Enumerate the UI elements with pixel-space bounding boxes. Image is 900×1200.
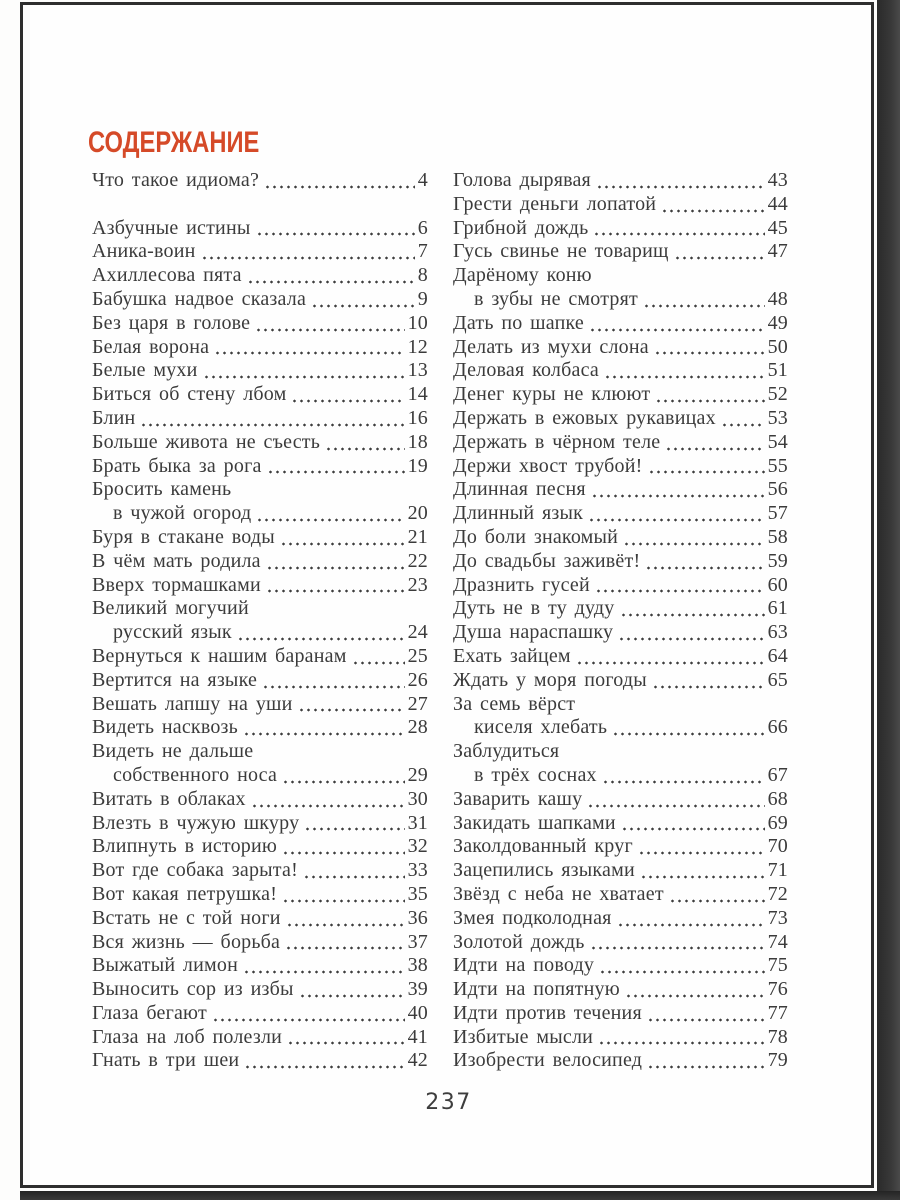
dot-leader	[287, 1026, 405, 1050]
toc-entry	[453, 669, 788, 693]
toc-entry-page-number: 47	[767, 240, 788, 263]
toc-entry-title: Без царя в голове	[92, 311, 251, 334]
toc-entry-title: Идти на попятную	[453, 978, 620, 1001]
toc-entry-title: Длинная песня	[453, 478, 586, 501]
toc-entry-page-number: 6	[417, 216, 428, 239]
toc-entry-page-number: 21	[407, 525, 428, 548]
toc-entry	[453, 883, 788, 907]
toc-entry-page-number: 9	[417, 287, 428, 310]
dot-leader	[623, 526, 765, 550]
dot-leader	[602, 764, 765, 788]
dot-leader	[661, 193, 764, 217]
toc-entry	[92, 478, 428, 502]
dot-leader	[311, 288, 415, 312]
toc-entry-page-number: 79	[767, 1049, 788, 1072]
toc-entry-title: Дать по шапке	[453, 311, 584, 334]
toc-entry-page-number: 32	[407, 835, 428, 858]
book-edge-shadow-right	[877, 0, 900, 1200]
toc-entry-title: Звёзд с неба не хватает	[453, 882, 664, 905]
dot-leader	[214, 336, 404, 360]
toc-entry-title: Закидать шапками	[453, 811, 616, 834]
toc-entry-page-number: 8	[417, 264, 428, 287]
toc-entry-page-number: 16	[407, 406, 428, 429]
toc-entry	[92, 859, 428, 883]
dot-leader	[352, 645, 405, 669]
dot-leader	[203, 359, 405, 383]
toc-entry	[92, 407, 428, 431]
toc-column-right	[453, 169, 788, 1073]
toc-entry-title: Зацепились языками	[453, 859, 635, 882]
toc-entry	[453, 907, 788, 931]
dot-leader	[595, 574, 765, 598]
toc-entry-page-number: 51	[767, 359, 788, 382]
toc-entry	[453, 1026, 788, 1050]
toc-entry	[92, 455, 428, 479]
toc-entry	[92, 740, 428, 764]
dot-leader	[237, 621, 405, 645]
toc-entry-page-number: 53	[767, 406, 788, 429]
toc-entry-title: Брать быка за рога	[92, 454, 262, 477]
dot-leader	[612, 716, 764, 740]
toc-entry-page-number: 44	[767, 192, 788, 215]
dot-leader	[256, 217, 415, 241]
toc-entry	[453, 240, 788, 264]
toc-entry-page-number: 55	[767, 454, 788, 477]
toc-entry-page-number: 77	[767, 1001, 788, 1024]
toc-entry-title: Больше живота не съесть	[92, 430, 321, 453]
toc-entry-title: Денег куры не клюют	[453, 383, 651, 406]
dot-leader	[625, 978, 765, 1002]
toc-entry	[92, 169, 428, 193]
toc-entry-title: Бабушка надвое сказала	[92, 287, 307, 310]
toc-entry-page-number: 48	[767, 287, 788, 310]
toc-entry-page-number: 33	[407, 859, 428, 882]
toc-entry	[453, 716, 788, 740]
toc-entry-page-number: 60	[767, 573, 788, 596]
dot-leader	[599, 954, 765, 978]
toc-entry-page-number: 70	[767, 835, 788, 858]
toc-entry-page-number: 25	[407, 644, 428, 667]
toc-entry-title: в зубы не смотрят	[474, 287, 638, 310]
toc-entry-title: Заварить кашу	[453, 787, 583, 810]
toc-entry	[92, 812, 428, 836]
toc-entry-page-number: 31	[407, 811, 428, 834]
toc-entry-title: киселя хлебать	[474, 716, 608, 739]
toc-entry-title: Дуть не в ту дуду	[453, 597, 615, 620]
toc-entry-page-number: 56	[767, 478, 788, 501]
toc-entry-title: Вся жизнь — борьба	[92, 930, 281, 953]
toc-entry-page-number: 73	[767, 906, 788, 929]
dot-leader	[593, 217, 764, 241]
toc-entry	[92, 645, 428, 669]
dot-leader	[266, 574, 405, 598]
dot-leader	[140, 407, 404, 431]
toc-entry	[92, 264, 428, 288]
toc-entry-title: Дразнить гусей	[453, 573, 590, 596]
toc-entry-title: Змея подколодная	[453, 906, 612, 929]
dot-leader	[256, 502, 404, 526]
toc-entry	[92, 359, 428, 383]
toc-entry-title: в трёх соснах	[474, 763, 597, 786]
dot-leader	[280, 526, 405, 550]
toc-entry-page-number: 58	[767, 525, 788, 548]
dot-leader	[243, 954, 405, 978]
toc-entry	[92, 502, 428, 526]
toc-entry-page-number: 10	[407, 311, 428, 334]
toc-entry	[92, 716, 428, 740]
toc-entry-title: Грести деньги лопатой	[453, 192, 657, 215]
toc-entry-title: Выносить сор из избы	[92, 978, 294, 1001]
toc-entry	[453, 931, 788, 955]
toc-entry	[92, 288, 428, 312]
toc-entry	[92, 597, 428, 621]
dot-leader	[282, 883, 405, 907]
toc-entry-page-number: 63	[767, 621, 788, 644]
toc-entry-title: В чём мать родила	[92, 549, 261, 572]
toc-entry-title: Что такое идиома?	[92, 169, 260, 191]
toc-entry-title: Дарёному коню	[453, 264, 592, 287]
page-number: 237	[425, 1090, 472, 1115]
toc-entry-page-number: 29	[407, 763, 428, 786]
toc-entry	[92, 550, 428, 574]
toc-entry-title: русский язык	[113, 621, 232, 644]
toc-entry-page-number: 54	[767, 430, 788, 453]
dot-leader	[590, 931, 765, 955]
toc-entry-page-number: 19	[407, 454, 428, 477]
toc-entry	[453, 812, 788, 836]
dot-leader	[587, 788, 764, 812]
toc-entry-title: Золотой дождь	[453, 930, 585, 953]
toc-entry-title: Аника-воин	[92, 240, 196, 263]
toc-entry-title: Деловая колбаса	[453, 359, 599, 382]
toc-entry-page-number: 18	[407, 430, 428, 453]
toc-entry	[453, 978, 788, 1002]
toc-entry-page-number: 71	[767, 859, 788, 882]
toc-entry-title: Держать в ежовых рукавицах	[453, 406, 716, 429]
toc-entry-page-number: 61	[767, 597, 788, 620]
toc-entry-title: Вот какая петрушка!	[92, 882, 278, 905]
dot-leader	[618, 621, 764, 645]
toc-entry-title: Заблудиться	[453, 740, 560, 763]
dot-leader	[596, 169, 765, 193]
toc-entry	[92, 431, 428, 455]
toc-entry-page-number: 49	[767, 311, 788, 334]
toc-entry-title: Голова дырявая	[453, 169, 591, 191]
toc-entry	[92, 835, 428, 859]
toc-entry-title: Вешать лапшу на уши	[92, 692, 293, 715]
dot-leader	[298, 693, 405, 717]
toc-entry	[453, 693, 788, 717]
toc-entry-page-number: 78	[767, 1025, 788, 1048]
toc-entry	[453, 169, 788, 193]
toc-entry-page-number: 69	[767, 811, 788, 834]
dot-leader	[591, 478, 765, 502]
toc-entry	[92, 217, 428, 241]
toc-entry	[92, 669, 428, 693]
toc-entry-title: Блин	[92, 406, 136, 429]
toc-entry-page-number: 12	[407, 335, 428, 358]
toc-entry	[92, 383, 428, 407]
toc-entry-title: Ехать зайцем	[453, 644, 571, 667]
dot-leader	[638, 835, 765, 859]
dot-leader	[282, 835, 405, 859]
toc-entry-page-number: 4	[417, 169, 428, 191]
toc-entry-title: Вертится на языке	[92, 668, 258, 691]
toc-entry-title: Делать из мухи слона	[453, 335, 649, 358]
toc-entry	[92, 336, 428, 360]
dot-leader	[598, 1026, 765, 1050]
toc-entry-page-number: 43	[767, 169, 788, 191]
dot-leader	[654, 336, 765, 360]
toc-entry	[453, 1049, 788, 1073]
dot-leader	[669, 883, 765, 907]
toc-entry	[453, 645, 788, 669]
toc-entry	[92, 931, 428, 955]
dot-leader	[647, 1049, 764, 1073]
toc-entry	[453, 859, 788, 883]
toc-entry-title: Идти на поводу	[453, 954, 595, 977]
toc-entry-title: Длинный язык	[453, 502, 584, 525]
toc-entry-page-number: 20	[407, 502, 428, 525]
dot-leader	[325, 431, 405, 455]
toc-entry-page-number: 59	[767, 549, 788, 572]
dot-leader	[588, 502, 765, 526]
toc-entry-title: Великий могучий	[92, 597, 249, 620]
contents-title: СОДЕРЖАНИЕ	[88, 126, 260, 159]
toc-entry-page-number: 30	[407, 787, 428, 810]
toc-entry	[453, 431, 788, 455]
toc-entry-page-number: 68	[767, 787, 788, 810]
dot-leader	[643, 288, 765, 312]
dot-leader	[244, 1049, 404, 1073]
toc-entry-title: Ждать у моря погоды	[453, 668, 647, 691]
dot-leader	[264, 169, 415, 193]
dot-leader	[674, 240, 765, 264]
toc-entry	[92, 764, 428, 788]
toc-entry-page-number: 27	[407, 692, 428, 715]
toc-entry-title: Белая ворона	[92, 335, 210, 358]
toc-entry-page-number: 67	[767, 763, 788, 786]
toc-entry	[453, 526, 788, 550]
toc-entry	[453, 550, 788, 574]
toc-entry	[453, 1002, 788, 1026]
toc-entry	[92, 240, 428, 264]
toc-entry-title: Держи хвост трубой!	[453, 454, 643, 477]
toc-entry-page-number: 52	[767, 383, 788, 406]
toc-entry-page-number: 38	[407, 954, 428, 977]
toc-entry-page-number: 13	[407, 359, 428, 382]
toc-entry	[453, 359, 788, 383]
toc-entry-page-number: 40	[407, 1001, 428, 1024]
toc-entry-page-number: 57	[767, 502, 788, 525]
toc-entry-title: Видеть насквозь	[92, 716, 238, 739]
toc-entry	[92, 312, 428, 336]
toc-entry-page-number: 7	[417, 240, 428, 263]
toc-entry	[453, 835, 788, 859]
toc-entry-title: Гнать в три шеи	[92, 1049, 240, 1072]
toc-entry	[92, 1049, 428, 1073]
toc-entry	[453, 574, 788, 598]
toc-entry-title: собственного носа	[113, 763, 278, 786]
toc-entry-page-number: 26	[407, 668, 428, 691]
toc-entry	[92, 526, 428, 550]
toc-entry-page-number: 76	[767, 978, 788, 1001]
toc-entry-title: Идти против течения	[453, 1001, 642, 1024]
dot-leader	[247, 264, 415, 288]
toc-entry	[453, 740, 788, 764]
toc-entry	[92, 954, 428, 978]
toc-entry	[453, 621, 788, 645]
toc-entry-title: Заколдованный круг	[453, 835, 633, 858]
toc-entry	[453, 788, 788, 812]
dot-leader	[304, 812, 404, 836]
dot-leader	[262, 669, 405, 693]
toc-entry	[453, 264, 788, 288]
toc-entry-title: Гусь свинье не товарищ	[453, 240, 669, 263]
toc-entry-page-number: 72	[767, 882, 788, 905]
dot-leader	[282, 764, 405, 788]
toc-entry-page-number: 39	[407, 978, 428, 1001]
toc-entry-title: Душа нараспашку	[453, 621, 614, 644]
dot-leader	[647, 1002, 765, 1026]
toc-entry	[453, 502, 788, 526]
dot-leader	[299, 978, 405, 1002]
toc-entry-page-number: 75	[767, 954, 788, 977]
toc-entry-page-number: 42	[407, 1049, 428, 1072]
dot-leader	[285, 931, 404, 955]
toc-entry	[92, 1002, 428, 1026]
toc-entry	[453, 217, 788, 241]
toc-entry-page-number: 23	[407, 573, 428, 596]
toc-entry-title: Вверх тормашками	[92, 573, 261, 596]
toc-entry-title: Влезть в чужую шкуру	[92, 811, 300, 834]
toc-entry	[92, 907, 428, 931]
dot-leader	[665, 431, 764, 455]
toc-entry-title: Выжатый лимон	[92, 954, 238, 977]
toc-entry-page-number: 37	[407, 930, 428, 953]
toc-entry	[453, 288, 788, 312]
dot-leader	[286, 907, 405, 931]
dot-leader	[251, 788, 405, 812]
dot-leader	[655, 383, 764, 407]
toc-entry-title: Глаза на лоб полезли	[92, 1025, 283, 1048]
toc-entry-page-number: 35	[407, 882, 428, 905]
dot-leader	[201, 240, 415, 264]
dot-leader	[617, 907, 765, 931]
toc-entry-page-number: 74	[767, 930, 788, 953]
dot-leader	[266, 550, 405, 574]
toc-entry-title: Витать в облаках	[92, 787, 246, 810]
toc-entry-title: в чужой огород	[113, 502, 252, 525]
toc-entry-page-number: 66	[767, 716, 788, 739]
toc-entry-title: Избитые мысли	[453, 1025, 594, 1048]
toc-entry-title: Азбучные истины	[92, 216, 251, 239]
toc-entry	[92, 693, 428, 717]
toc-entry	[453, 764, 788, 788]
dot-leader	[640, 859, 765, 883]
dot-leader	[721, 407, 765, 431]
toc-entry-title: Глаза бегают	[92, 1001, 207, 1024]
dot-leader	[604, 359, 765, 383]
toc-entry-title: Встать не с той ноги	[92, 906, 281, 929]
toc-entry-title: Буря в стакане воды	[92, 525, 275, 548]
toc-entry	[92, 1026, 428, 1050]
toc-entry-page-number: 14	[407, 383, 428, 406]
toc-entry-title: Биться об стену лбом	[92, 383, 287, 406]
toc-entry-page-number: 28	[407, 716, 428, 739]
toc-entry	[453, 478, 788, 502]
toc-entry-page-number: 64	[767, 644, 788, 667]
dot-leader	[243, 716, 405, 740]
toc-entry-page-number: 45	[767, 216, 788, 239]
toc-column-left	[92, 169, 428, 1073]
toc-entry-title: Бросить камень	[92, 478, 232, 501]
toc-entry-title: Грибной дождь	[453, 216, 589, 239]
toc-entry	[92, 621, 428, 645]
toc-entry	[453, 455, 788, 479]
toc-entry	[453, 193, 788, 217]
dot-leader	[621, 812, 765, 836]
toc-spacer-row	[92, 193, 428, 217]
toc-entry-title: До боли знакомый	[453, 525, 619, 548]
toc-entry	[453, 336, 788, 360]
book-edge-shadow-bottom	[20, 1191, 900, 1200]
toc-entry-title: Вот где собака зарыта!	[92, 859, 298, 882]
dot-leader	[576, 645, 765, 669]
toc-entry-title: Изобрести велосипед	[453, 1049, 643, 1072]
dot-leader	[648, 455, 765, 479]
dot-leader	[645, 550, 764, 574]
toc-entry	[453, 597, 788, 621]
toc-entry	[453, 312, 788, 336]
dot-leader	[255, 312, 404, 336]
toc-entry-title: Влипнуть в историю	[92, 835, 278, 858]
toc-entry	[92, 788, 428, 812]
dot-leader	[291, 383, 404, 407]
toc-entry-page-number: 50	[767, 335, 788, 358]
dot-leader	[267, 455, 405, 479]
toc-entry-title: Ахиллесова пята	[92, 264, 242, 287]
toc-entry	[453, 407, 788, 431]
toc-entry-page-number: 65	[767, 668, 788, 691]
toc-entry	[92, 883, 428, 907]
dot-leader	[589, 312, 765, 336]
dot-leader	[303, 859, 405, 883]
toc-entry-title: Видеть не дальше	[92, 740, 254, 763]
toc-entry	[453, 383, 788, 407]
toc-entry-page-number: 22	[407, 549, 428, 572]
toc-entry	[453, 954, 788, 978]
dot-leader	[652, 669, 765, 693]
dot-leader	[212, 1002, 405, 1026]
toc-entry-title: Держать в чёрном теле	[453, 430, 661, 453]
toc-entry	[92, 978, 428, 1002]
dot-leader	[620, 597, 765, 621]
toc-entry-title: Вернуться к нашим баранам	[92, 644, 347, 667]
toc-entry-page-number: 24	[407, 621, 428, 644]
toc-entry-page-number: 41	[407, 1025, 428, 1048]
toc-entry-title: До свадьбы заживёт!	[453, 549, 641, 572]
toc-entry-title: За семь вёрст	[453, 692, 576, 715]
toc-entry-page-number: 36	[407, 906, 428, 929]
toc-entry	[92, 574, 428, 598]
toc-entry-title: Белые мухи	[92, 359, 198, 382]
